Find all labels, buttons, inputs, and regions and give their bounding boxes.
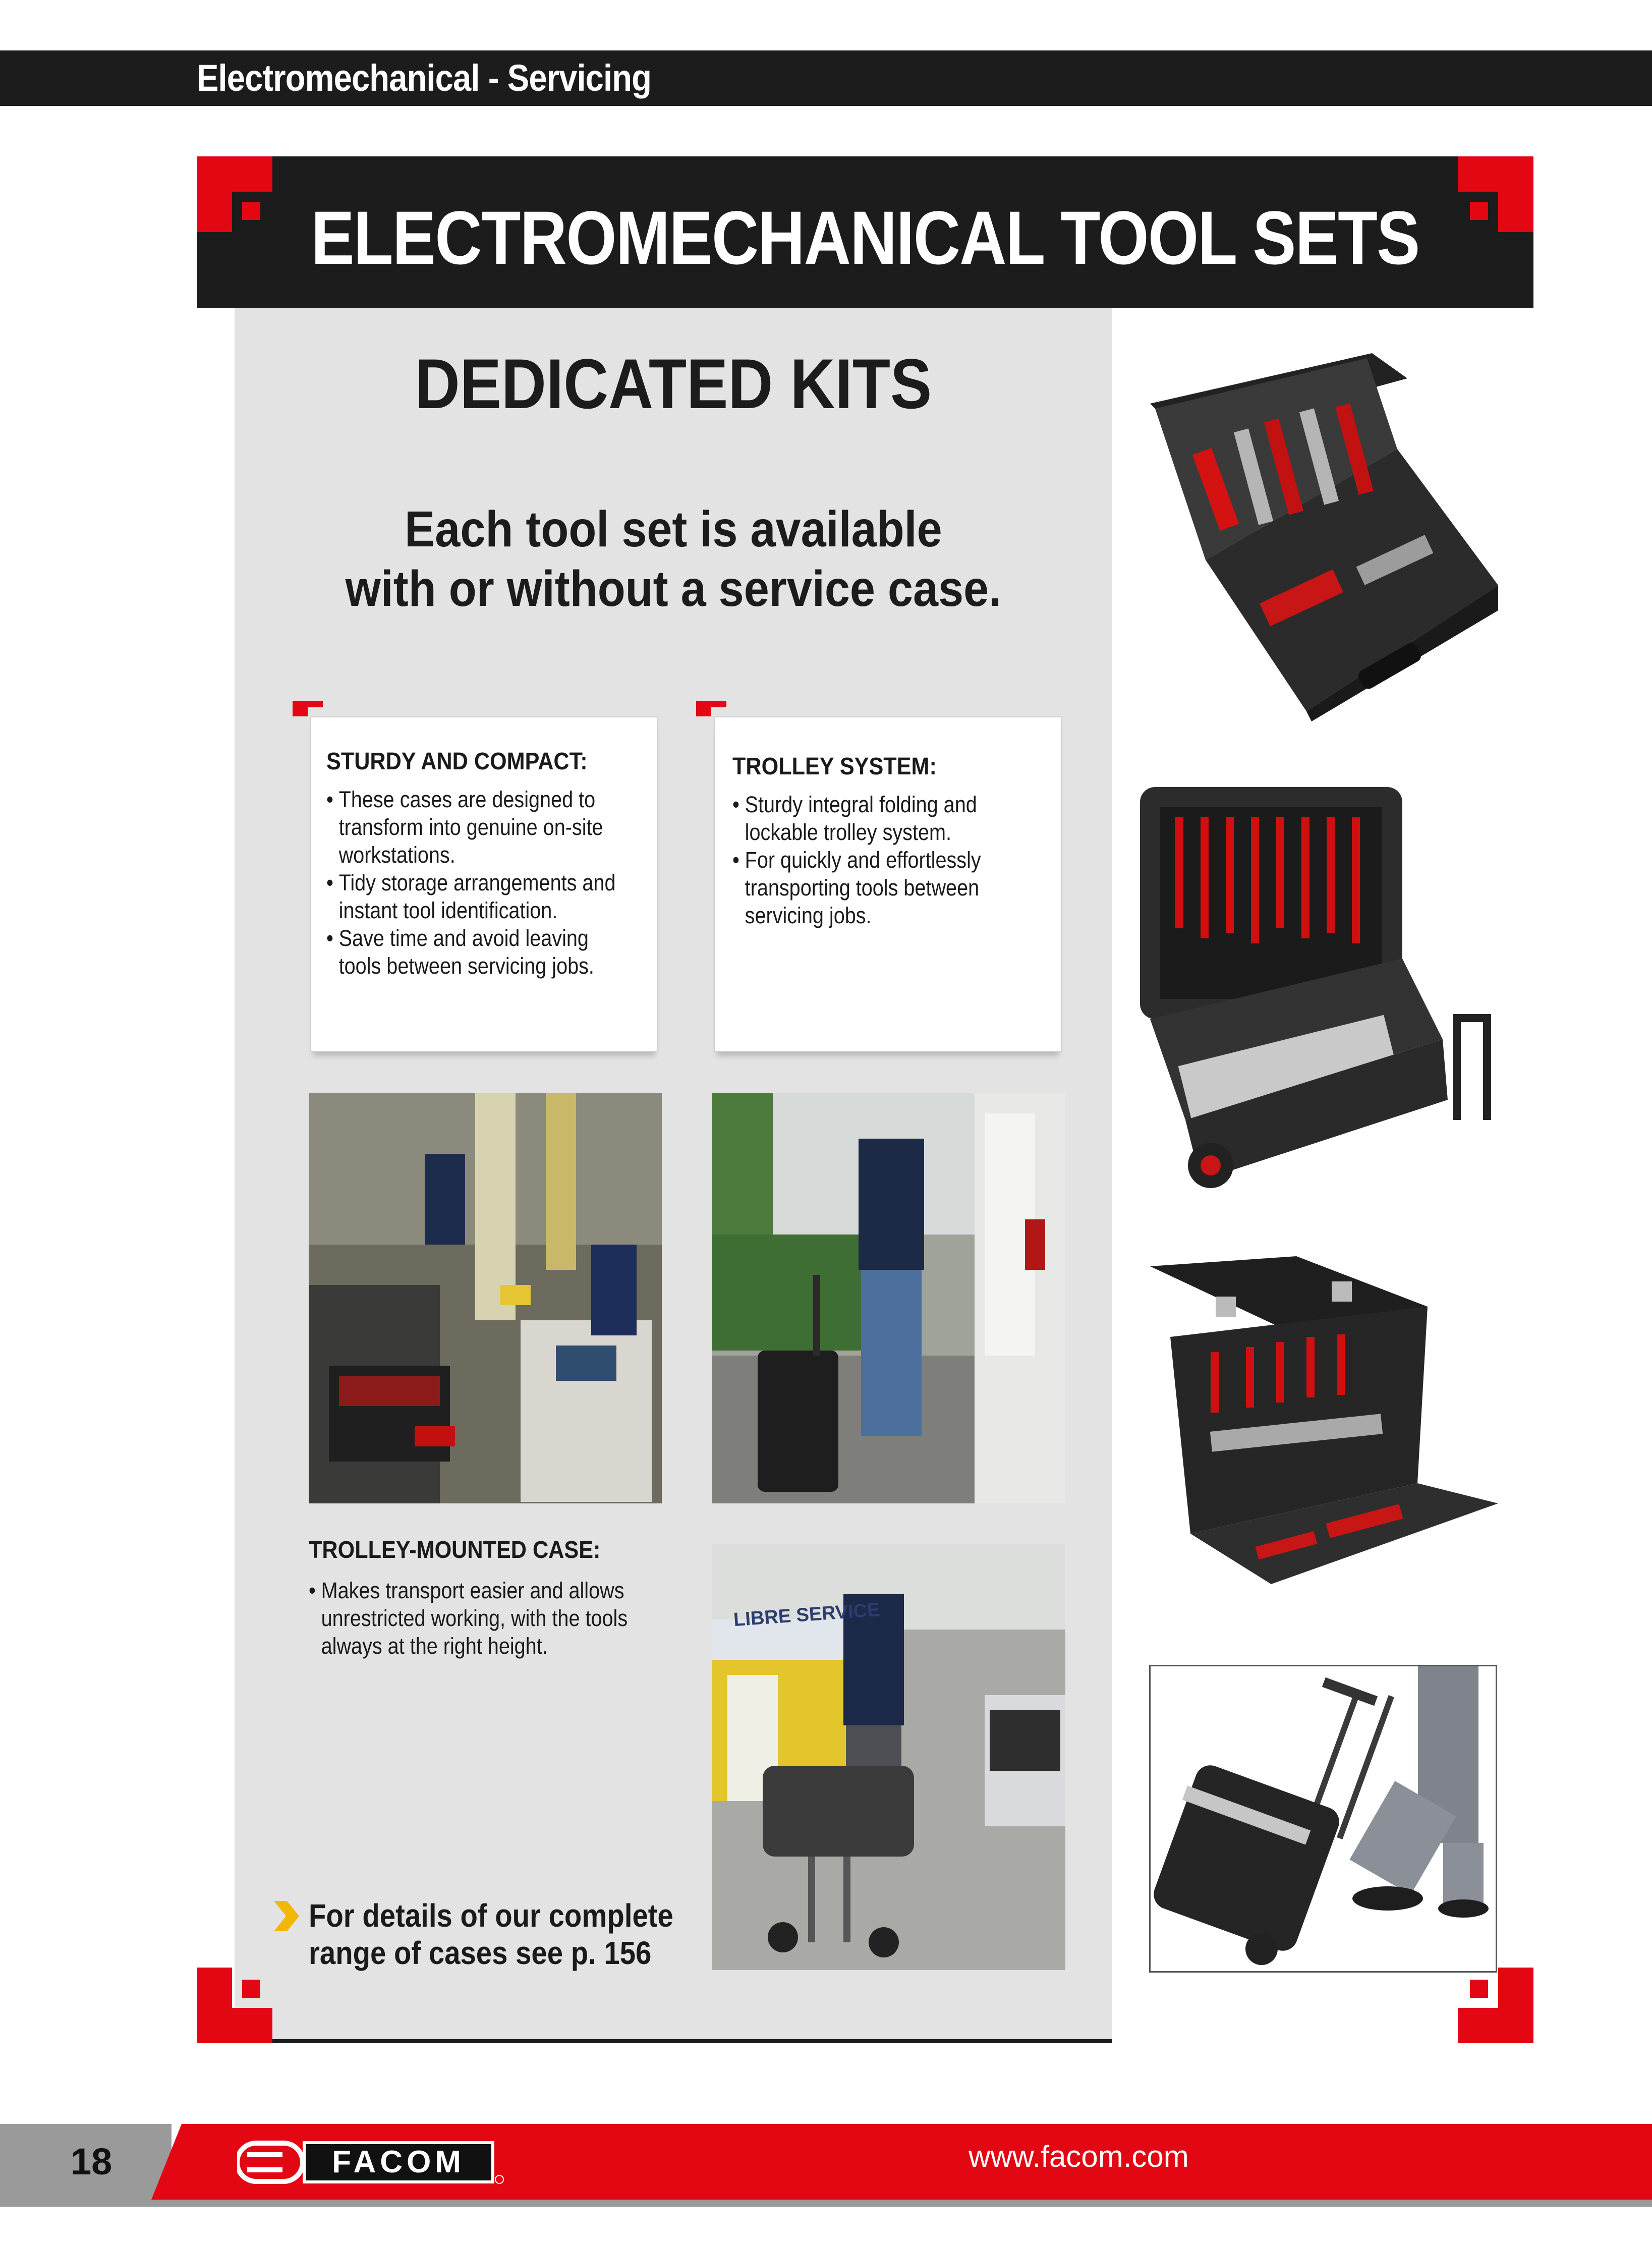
box-marker-red-bar [696, 701, 726, 707]
list-item: workstations. [338, 842, 455, 868]
tool-case-open-image [1145, 348, 1503, 721]
leather-tool-bag-image [1145, 1251, 1503, 1584]
facom-logo [237, 2139, 504, 2185]
details-line-2: range of cases see p. 156 [309, 1935, 652, 1971]
page-title: ELECTROMECHANICAL TOOL SETS [311, 195, 1419, 280]
chevron-right-icon [270, 1901, 300, 1931]
list-item: always at the right height. [321, 1633, 548, 1659]
info-box-heading: TROLLEY SYSTEM: [732, 753, 937, 780]
info-box-trolley [714, 716, 1062, 1052]
trolley-mounted-heading: TROLLEY-MOUNTED CASE: [309, 1537, 601, 1563]
rolling-tool-case-image [1149, 1665, 1497, 1973]
list-item: • Makes transport easier and allows [309, 1577, 628, 1604]
website-link[interactable]: www.facom.com [969, 2140, 1189, 2173]
list-item: transform into genuine on-site [338, 814, 603, 840]
workshop-photo [309, 1093, 662, 1503]
corner-decoration-top-left [197, 156, 272, 232]
tool-trolley-case-image [1130, 757, 1518, 1196]
info-box-sturdy [310, 716, 658, 1052]
list-item: instant tool identification. [338, 898, 558, 923]
trolley-mounted-list [309, 1577, 671, 1660]
case-details-reference [309, 1897, 673, 1972]
corner-decoration-bottom-right [1458, 1968, 1533, 2043]
panel-subtitle [278, 499, 1068, 619]
info-box-list [732, 791, 1061, 929]
subtitle-line-2: with or without a service case. [345, 560, 1002, 617]
box-marker-red-bar [293, 701, 323, 707]
list-item: lockable trolley system. [745, 819, 951, 845]
list-item: • Sturdy integral folding and [732, 791, 1021, 818]
libre-service-sign: LIBRE SERVICE [732, 1599, 881, 1631]
list-item: tools between servicing jobs. [338, 953, 594, 979]
list-item: • Tidy storage arrangements and [326, 869, 617, 896]
list-item: unrestricted working, with the tools [321, 1605, 628, 1631]
list-item: • For quickly and effortlessly [732, 846, 1021, 874]
list-item: transporting tools between [745, 875, 980, 901]
trolley-mounted-case-photo [712, 1544, 1065, 1970]
subtitle-line-1: Each tool set is available [405, 501, 942, 557]
section-header-title: Electromechanical - Servicing [197, 57, 652, 99]
footer-bottom-rule [0, 2200, 1652, 2207]
panel-bottom-rule [235, 2039, 1112, 2043]
info-box-list [326, 786, 657, 980]
list-item: servicing jobs. [745, 903, 872, 928]
list-item: • Save time and avoid leaving [326, 924, 617, 952]
details-line-1: For details of our complete [309, 1897, 673, 1934]
list-item: • These cases are designed to [326, 786, 617, 813]
dedicated-kits-heading: DEDICATED KITS [415, 344, 932, 423]
corner-decoration-top-right [1458, 156, 1533, 232]
page-number: 18 [71, 2141, 112, 2182]
technician-van-photo [712, 1093, 1065, 1503]
corner-decoration-bottom-left [197, 1968, 272, 2043]
info-box-heading: STURDY AND COMPACT: [326, 748, 588, 775]
facom-logo-text: FACOM [332, 2145, 465, 2179]
